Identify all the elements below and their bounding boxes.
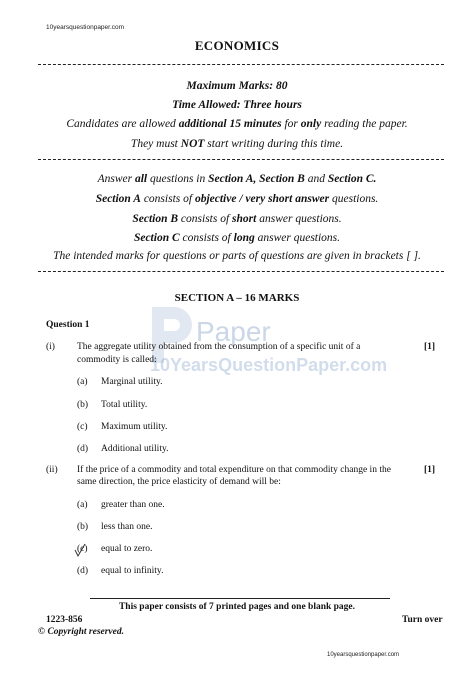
divider	[38, 271, 444, 272]
reading-time-note	[0, 118, 474, 130]
text: consists of	[140, 193, 195, 205]
paper-title: ECONOMICS	[194, 38, 280, 53]
option-label: (d)	[77, 444, 89, 454]
instruction-1	[0, 173, 474, 185]
time-allowed: Time Allowed: Three hours	[172, 99, 302, 111]
text: consists of	[179, 232, 234, 244]
text: consists of	[178, 213, 233, 225]
copyright: © Copyright reserved.	[38, 627, 124, 637]
question-marks: [1]	[424, 342, 436, 352]
option-text: Maximum utility.	[101, 422, 168, 432]
option-label: (b)	[77, 400, 89, 410]
divider	[38, 159, 444, 160]
option-text: equal to zero.	[101, 544, 153, 554]
instruction-4	[0, 232, 474, 244]
watermark-text: Paper	[196, 316, 271, 347]
footer-rule	[90, 598, 390, 599]
text: answer questions.	[254, 232, 341, 244]
option-label: (b)	[77, 522, 89, 532]
text: NOT	[180, 138, 205, 150]
no-writing-note	[0, 138, 474, 150]
question-number: (i)	[46, 342, 55, 352]
question-text: If the price of a commodity and total expenditure on that commodity change in the	[77, 465, 391, 475]
option-text: Total utility.	[101, 400, 148, 410]
option-label: (d)	[77, 566, 89, 576]
option-label: (c)	[77, 422, 88, 432]
question-label: Question 1	[46, 320, 90, 330]
site-url-bottom: 10yearsquestionpaper.com	[327, 652, 400, 658]
text: questions in	[147, 173, 209, 185]
text: questions.	[329, 193, 379, 205]
question-text: commodity is called:	[77, 355, 157, 365]
question-text: same direction, the price elasticity of demand will be:	[77, 477, 281, 487]
option-label: (c)	[77, 544, 88, 554]
turn-over: Turn over	[402, 615, 443, 625]
text: Section A, Section B	[208, 173, 305, 185]
option-text: equal to infinity.	[101, 566, 164, 576]
text: answer questions.	[256, 213, 342, 225]
question-number: (ii)	[46, 465, 58, 475]
option-label: (a)	[77, 500, 88, 510]
text: Section C	[133, 232, 180, 244]
text: Candidates are allowed	[66, 118, 179, 130]
text: Section A	[95, 193, 141, 205]
option-text: greater than one.	[101, 500, 165, 510]
text: long	[233, 232, 255, 244]
text: Section C.	[327, 173, 377, 185]
site-url-top: 10yearsquestionpaper.com	[46, 24, 125, 31]
option-text: less than one.	[101, 522, 153, 532]
text: reading the paper.	[321, 118, 408, 130]
text: short	[232, 213, 257, 225]
question-marks: [1]	[424, 465, 436, 475]
text: Answer	[97, 173, 135, 185]
text: Section B	[132, 213, 179, 225]
watermark-site: 10YearsQuestionPaper.com	[150, 355, 388, 375]
option-label: (a)	[77, 377, 88, 387]
section-heading: SECTION A – 16 MARKS	[174, 292, 300, 304]
text: and	[304, 173, 328, 185]
instruction-3	[0, 213, 474, 225]
text: for	[281, 118, 301, 130]
text: start writing during this time.	[204, 138, 344, 150]
option-text: Additional utility.	[101, 444, 169, 454]
text: additional 15 minutes	[178, 118, 282, 130]
text: objective / very short answer	[194, 193, 330, 205]
text: only	[300, 118, 322, 130]
option-text: Marginal utility.	[101, 377, 163, 387]
instruction-2	[0, 193, 474, 205]
divider	[38, 64, 444, 65]
question-text: The aggregate utility obtained from the consumption of a specific unit of a	[77, 342, 361, 352]
page-count-note: This paper consists of 7 printed pages and one blank page.	[118, 602, 356, 612]
max-marks: Maximum Marks: 80	[186, 80, 288, 92]
tick-mark-icon	[72, 541, 88, 559]
text: all	[134, 173, 148, 185]
instruction-5: The intended marks for questions or parts of questions are given in brackets [ ].	[53, 250, 421, 262]
paper-code: 1223-856	[46, 615, 83, 625]
text: They must	[130, 138, 181, 150]
